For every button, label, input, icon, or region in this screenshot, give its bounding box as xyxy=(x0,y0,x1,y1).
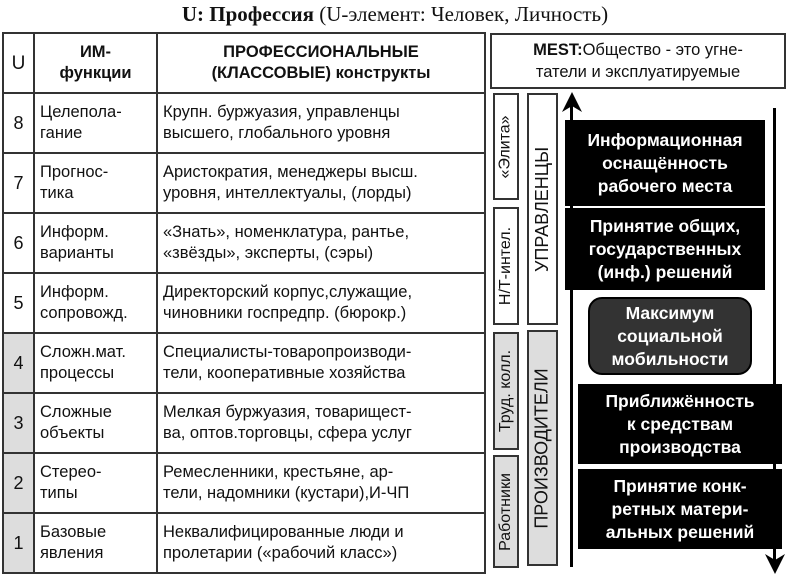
level-number: 4 xyxy=(3,333,34,393)
level-number: 8 xyxy=(3,93,34,153)
label-elite: «Элита» xyxy=(493,93,519,200)
profession-table xyxy=(2,32,486,574)
header-constructs: ПРОФЕССИОНАЛЬНЫЕ (КЛАССОВЫЕ) конструкты xyxy=(157,33,485,93)
table-header xyxy=(3,33,485,93)
im-function: Базовые явления xyxy=(34,513,157,573)
class-construct: Аристократия, менеджеры высш. уровня, интеллектуалы, (лорды) xyxy=(157,153,485,213)
label-workers: Работники xyxy=(493,455,519,568)
im-function: Сложные объекты xyxy=(34,393,157,453)
class-construct: Мелкая буржуазия, товарищест- ва, оптов.торговцы, сфера услуг xyxy=(157,393,485,453)
table-row xyxy=(3,453,485,513)
class-construct: «Знать», номенклатура, рантье, «звёзды», эксперты, (сэры) xyxy=(157,213,485,273)
box-means-production: Приближённость к средствам производства xyxy=(578,384,782,464)
table-row xyxy=(3,213,485,273)
table-row xyxy=(3,333,485,393)
im-function: Целепола- гание xyxy=(34,93,157,153)
table-row xyxy=(3,153,485,213)
level-number: 6 xyxy=(3,213,34,273)
level-number: 1 xyxy=(3,513,34,573)
im-function: Информ. сопровожд. xyxy=(34,273,157,333)
table-row xyxy=(3,273,485,333)
level-number: 3 xyxy=(3,393,34,453)
arrow-up-icon xyxy=(560,92,584,114)
header-im: ИМ- функции xyxy=(34,33,157,93)
class-construct: Неквалифицированные люди и пролетарии («рабочий класс») xyxy=(157,513,485,573)
arrow-down-icon xyxy=(763,550,787,574)
box-material-decisions: Принятие конк- ретных матери- альных решений xyxy=(578,469,782,549)
mest-box: MEST:Общество - это угне- татели и эксплуатируемые xyxy=(490,33,786,89)
im-function: Информ. варианты xyxy=(34,213,157,273)
page-title: U: Профессия (U-элемент: Человек, Личность) xyxy=(181,2,609,26)
label-managers: УПРАВЛЕНЦЫ xyxy=(527,93,558,325)
table-row xyxy=(3,393,485,453)
label-nt-intel: Н/Т-интел. xyxy=(493,207,519,325)
level-number: 5 xyxy=(3,273,34,333)
class-construct: Ремесленники, крестьяне, ар- тели, надомники (кустари),И-ЧП xyxy=(157,453,485,513)
level-number: 7 xyxy=(3,153,34,213)
level-number: 2 xyxy=(3,453,34,513)
box-info-equipment: Информационная оснащённость рабочего места xyxy=(565,120,765,206)
box-general-decisions: Принятие общих, государственных (инф.) решений xyxy=(565,208,765,290)
box-max-mobility: Максимум социальной мобильности xyxy=(588,297,752,375)
im-function: Прогнос- тика xyxy=(34,153,157,213)
header-u: U xyxy=(3,33,34,93)
im-function: Стерео- типы xyxy=(34,453,157,513)
im-function: Сложн.мат. процессы xyxy=(34,333,157,393)
class-construct: Директорский корпус,служащие, чиновники госпредпр. (бюрокр.) xyxy=(157,273,485,333)
label-labor-collective: Труд. колл. xyxy=(493,332,519,450)
class-construct: Специалисты-товаропроизводи- тели, кооперативные хозяйства xyxy=(157,333,485,393)
label-producers: ПРОИЗВОДИТЕЛИ xyxy=(527,330,558,566)
table-row xyxy=(3,93,485,153)
table-row xyxy=(3,513,485,573)
class-construct: Крупн. буржуазия, управленцы высшего, глобального уровня xyxy=(157,93,485,153)
